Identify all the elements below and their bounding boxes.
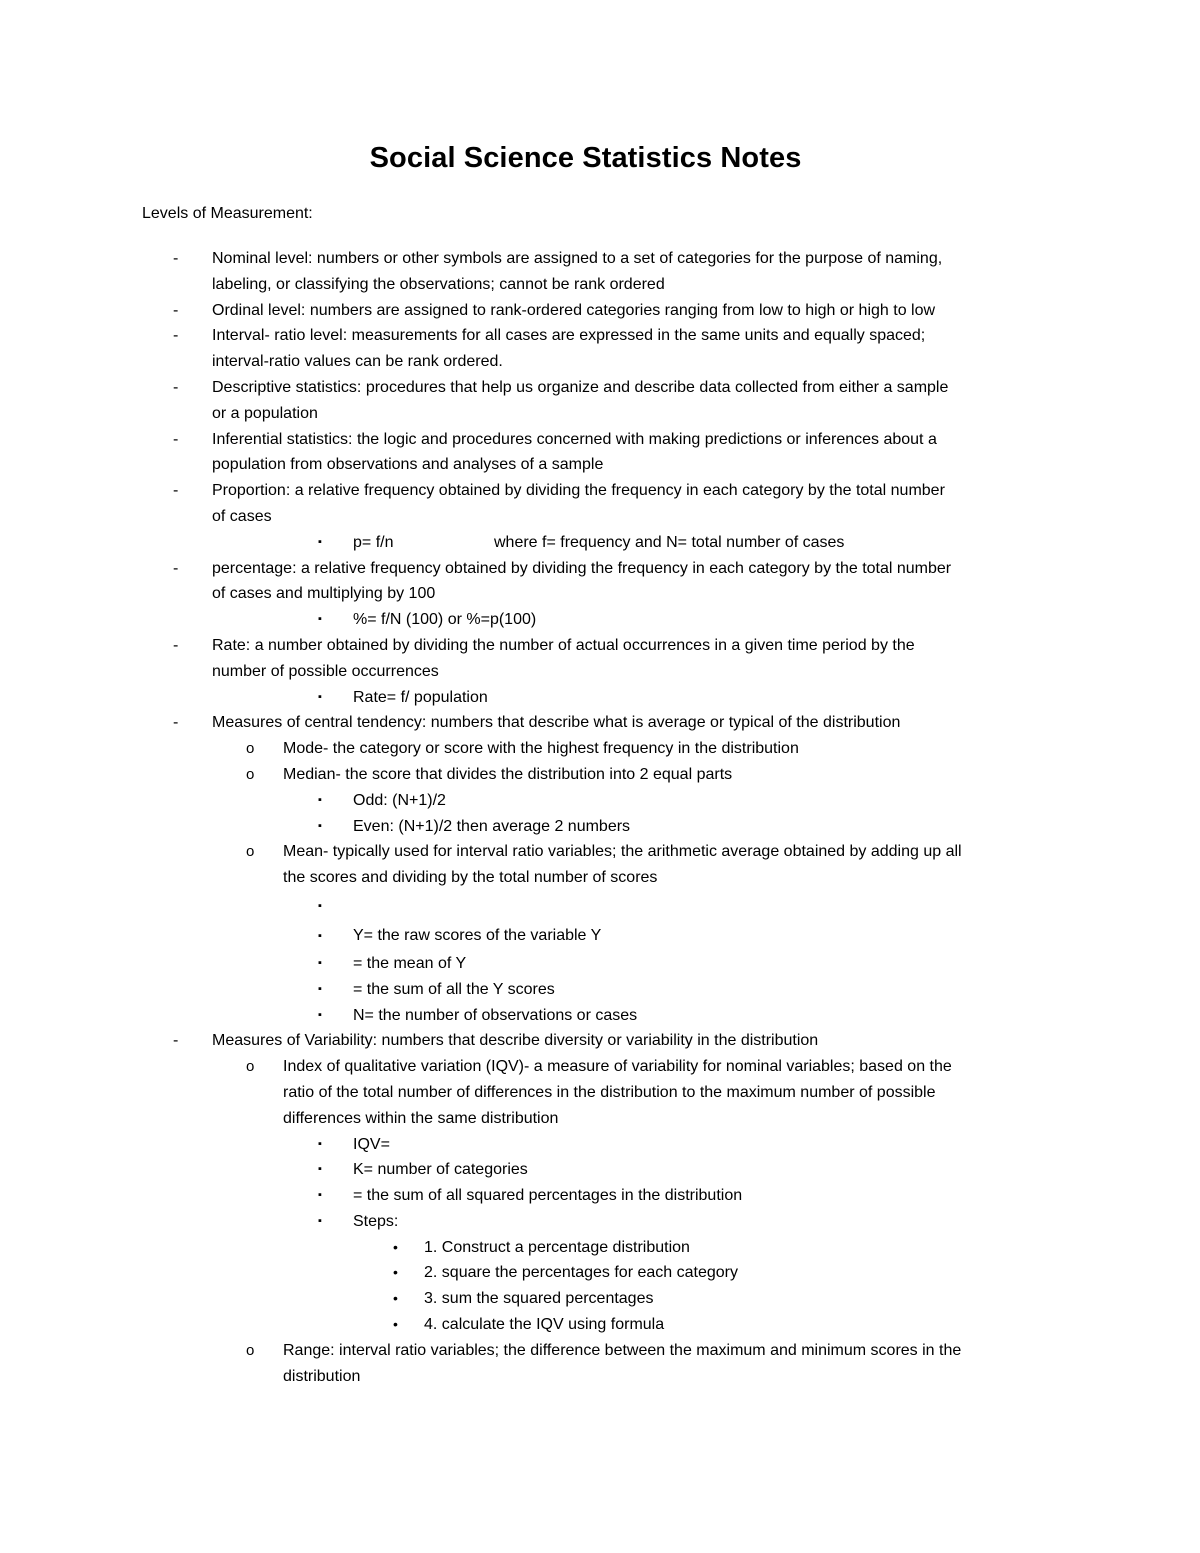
list-item-continuation xyxy=(0,452,1200,478)
formula-text: N= the number of observations or cases xyxy=(353,1006,638,1024)
formula-item xyxy=(0,921,1200,951)
square-marker: ▪ xyxy=(318,1214,322,1227)
square-marker: ▪ xyxy=(318,1008,322,1021)
formula-item-empty xyxy=(0,891,1200,921)
square-marker: ▪ xyxy=(318,535,322,548)
list-item xyxy=(0,246,1200,272)
step-item xyxy=(0,1286,1200,1312)
dash-marker: - xyxy=(173,714,179,732)
formula-item xyxy=(0,530,1200,556)
section-heading: Levels of Measurement: xyxy=(142,205,313,222)
item-text: Descriptive statistics: procedures that help us organize and describe data collected from either a sample xyxy=(212,378,949,396)
bullet-marker: • xyxy=(393,1264,398,1281)
square-marker: ▪ xyxy=(318,899,322,912)
dash-marker: - xyxy=(173,250,179,267)
formula-text: Y= the raw scores of the variable Y xyxy=(353,926,602,944)
formula-item xyxy=(0,685,1200,711)
list-item-continuation xyxy=(0,659,1200,685)
item-text: Range: interval ratio variables; the difference between the maximum and minimum scores in the xyxy=(283,1341,962,1359)
square-marker: ▪ xyxy=(318,1137,322,1150)
list-item-continuation xyxy=(0,349,1200,375)
item-text: differences within the same distribution xyxy=(283,1109,559,1127)
item-text: Nominal level: numbers or other symbols are assigned to a set of categories for the purpose of naming, xyxy=(212,250,943,267)
step-text: 2. square the percentages for each category xyxy=(424,1264,738,1282)
square-marker: ▪ xyxy=(318,982,322,995)
list-item xyxy=(0,1028,1200,1054)
item-text: interval-ratio values can be rank ordered. xyxy=(212,353,503,371)
sub-item xyxy=(0,1054,1200,1080)
sub-item-continuation xyxy=(0,1364,1200,1390)
dash-marker: - xyxy=(173,1032,179,1050)
item-text: Ordinal level: numbers are assigned to rank-ordered categories ranging from low to high or high to low xyxy=(212,301,936,319)
formula-text: = the sum of all the Y scores xyxy=(353,980,555,998)
formula-text: %= f/N (100) or %=p(100) xyxy=(353,611,537,629)
bullet-marker: • xyxy=(393,1316,398,1333)
item-text: ratio of the total number of differences in the distribution to the maximum number of possible xyxy=(283,1083,936,1101)
item-text: number of possible occurrences xyxy=(212,662,439,680)
list-item xyxy=(0,323,1200,349)
list-item xyxy=(0,478,1200,504)
circle-marker: o xyxy=(246,765,255,783)
list-item-continuation xyxy=(0,581,1200,607)
step-item xyxy=(0,1312,1200,1338)
formula-item xyxy=(0,1157,1200,1183)
formula-text: Even: (N+1)/2 then average 2 numbers xyxy=(353,817,631,835)
notes-list xyxy=(0,246,1200,1389)
circle-marker: o xyxy=(246,1058,255,1076)
sub-item xyxy=(0,1338,1200,1364)
item-text: Median- the score that divides the distribution into 2 equal parts xyxy=(283,765,733,783)
item-text: Mode- the category or score with the highest frequency in the distribution xyxy=(283,740,799,758)
dash-marker: - xyxy=(173,559,179,577)
formula-text: = the mean of Y xyxy=(353,954,467,972)
item-text: Mean- typically used for interval ratio variables; the arithmetic average obtained by adding up all xyxy=(283,843,962,861)
item-text: Measures of Variability: numbers that describe diversity or variability in the distribution xyxy=(212,1032,819,1050)
item-text: distribution xyxy=(283,1367,361,1385)
formula-item xyxy=(0,1209,1200,1235)
step-item xyxy=(0,1235,1200,1261)
formula-text: = the sum of all squared percentages in the distribution xyxy=(353,1187,743,1205)
formula-item xyxy=(0,951,1200,977)
list-item-continuation xyxy=(0,504,1200,530)
step-item xyxy=(0,1260,1200,1286)
step-text: 1. Construct a percentage distribution xyxy=(424,1238,690,1256)
dash-marker: - xyxy=(173,327,179,345)
item-text: Proportion: a relative frequency obtained by dividing the frequency in each category by the total number xyxy=(212,482,945,500)
formula-item xyxy=(0,607,1200,633)
item-text: of cases and multiplying by 100 xyxy=(212,585,436,603)
square-marker: ▪ xyxy=(318,613,322,626)
item-text: Rate: a number obtained by dividing the number of actual occurrences in a given time period by the xyxy=(212,636,915,654)
item-text: Inferential statistics: the logic and procedures concerned with making predictions or inferences about a xyxy=(212,430,937,448)
formula-item xyxy=(0,1003,1200,1029)
square-marker: ▪ xyxy=(318,819,322,832)
dash-marker: - xyxy=(173,482,179,500)
sub-item-continuation xyxy=(0,865,1200,891)
formula-item xyxy=(0,1183,1200,1209)
sub-item xyxy=(0,839,1200,865)
list-item xyxy=(0,633,1200,659)
sub-item xyxy=(0,736,1200,762)
list-item xyxy=(0,427,1200,453)
step-text: 3. sum the squared percentages xyxy=(424,1290,654,1308)
formula-where-text: where f= frequency and N= total number of cases xyxy=(494,533,845,551)
bullet-marker: • xyxy=(393,1238,398,1255)
formula-text: Odd: (N+1)/2 xyxy=(353,791,446,809)
item-text: Index of qualitative variation (IQV)- a measure of variability for nominal variables; based on the xyxy=(283,1058,952,1076)
square-marker: ▪ xyxy=(318,690,322,703)
formula-item xyxy=(0,977,1200,1003)
item-text: Measures of central tendency: numbers that describe what is average or typical of the distribution xyxy=(212,714,901,732)
sub-item-continuation xyxy=(0,1106,1200,1132)
square-marker: ▪ xyxy=(318,793,322,806)
square-marker: ▪ xyxy=(318,956,322,969)
formula-text: IQV= xyxy=(353,1135,390,1153)
item-text: or a population xyxy=(212,404,318,422)
dash-marker: - xyxy=(173,378,179,396)
dash-marker: - xyxy=(173,636,179,654)
circle-marker: o xyxy=(246,1341,255,1359)
item-text: labeling, or classifying the observations; cannot be rank ordered xyxy=(212,275,665,293)
list-item-continuation xyxy=(0,272,1200,298)
list-item xyxy=(0,556,1200,582)
list-item xyxy=(0,375,1200,401)
dash-marker: - xyxy=(173,430,179,448)
list-item-continuation xyxy=(0,401,1200,427)
page-title: Social Science Statistics Notes xyxy=(369,142,802,174)
formula-text: p= f/n xyxy=(353,533,394,551)
formula-item xyxy=(0,788,1200,814)
square-marker: ▪ xyxy=(318,1163,322,1176)
circle-marker: o xyxy=(246,740,255,758)
item-text: the scores and dividing by the total number of scores xyxy=(283,869,658,887)
item-text: population from observations and analyses of a sample xyxy=(212,456,604,474)
sub-item-continuation xyxy=(0,1080,1200,1106)
formula-text: Rate= f/ population xyxy=(353,688,488,706)
list-item xyxy=(0,298,1200,324)
list-item xyxy=(0,710,1200,736)
formula-item xyxy=(0,1132,1200,1158)
bullet-marker: • xyxy=(393,1290,398,1307)
dash-marker: - xyxy=(173,301,179,319)
item-text: Interval- ratio level: measurements for all cases are expressed in the same units and equally spaced; xyxy=(212,327,926,345)
formula-text: K= number of categories xyxy=(353,1161,528,1179)
sub-item xyxy=(0,762,1200,788)
formula-text: Steps: xyxy=(353,1212,399,1230)
item-text: percentage: a relative frequency obtained by dividing the frequency in each category by the total number xyxy=(212,559,952,577)
step-text: 4. calculate the IQV using formula xyxy=(424,1316,665,1334)
formula-item xyxy=(0,814,1200,840)
square-marker: ▪ xyxy=(318,1189,322,1202)
item-text: of cases xyxy=(212,507,272,525)
circle-marker: o xyxy=(246,843,255,861)
square-marker: ▪ xyxy=(318,929,322,942)
